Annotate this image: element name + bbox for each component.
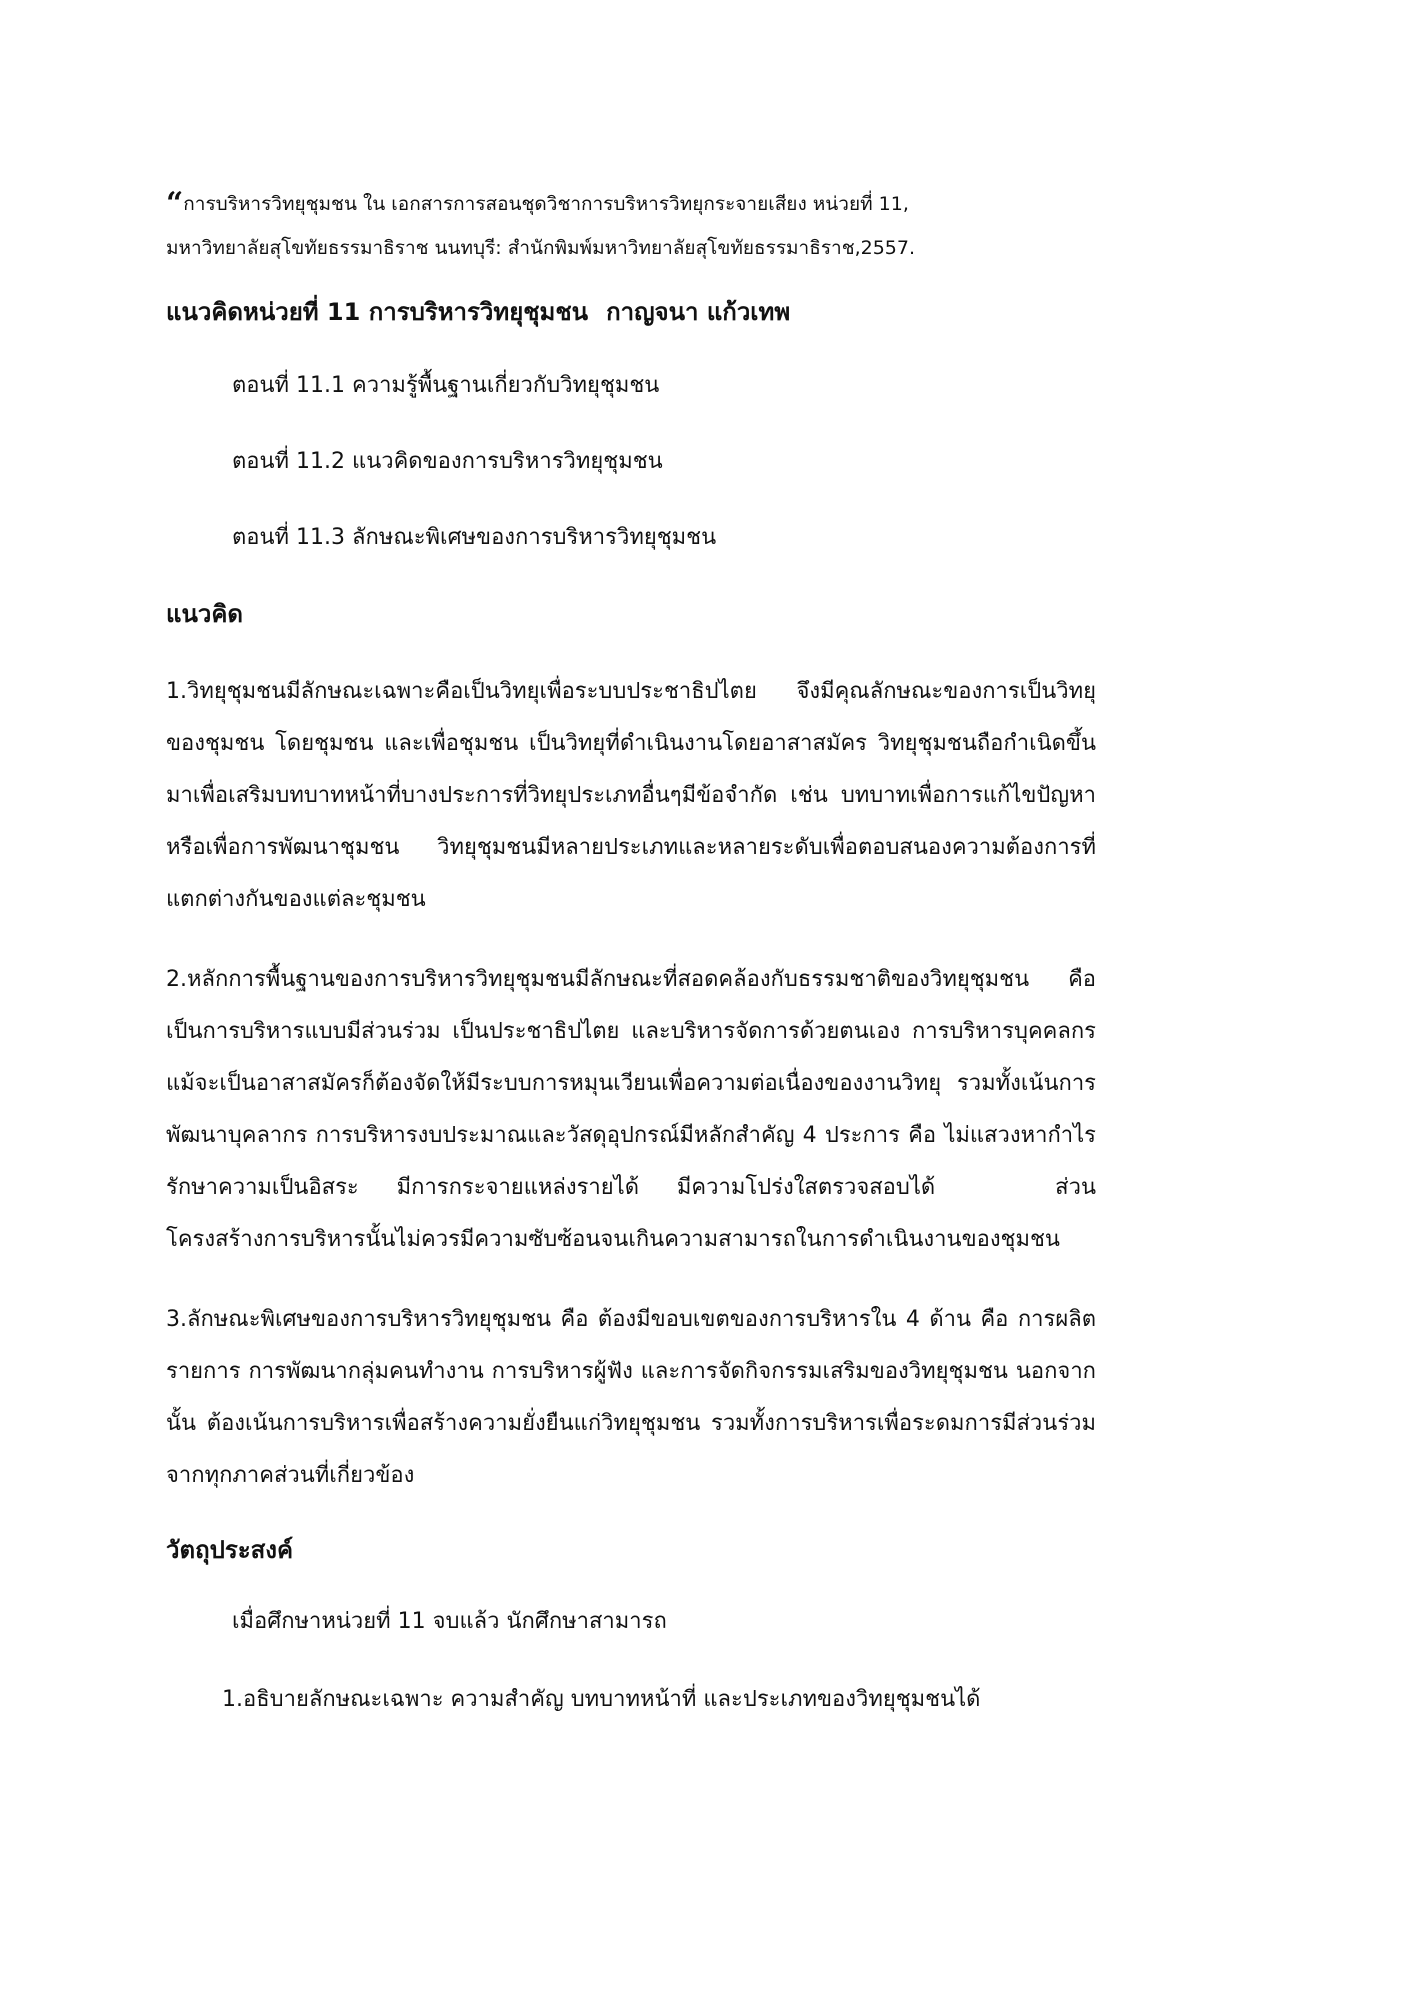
concept-paragraph-2-part-b: ส่วนโครงสร้างการบริหารนั้นไม่ควรมีความซับซ้อนจนเกินความสามารถในการดำเนินงานของชุมชน [166,1175,1096,1252]
section-item-11-2: ตอนที่ 11.2 แนวคิดของการบริหารวิทยุชุมชน [232,449,663,474]
citation [166,182,1096,270]
objective-item-1: 1.อธิบายลักษณะเฉพาะ ความสำคัญ บทบาทหน้าที่ และประเภทของวิทยุชุมชนได้ [222,1687,981,1712]
unit-title: แนวคิดหน่วยที่ 11 การบริหารวิทยุชุมชน [166,298,589,326]
objectives-heading: วัตถุประสงค์ [166,1536,294,1564]
objectives-intro: เมื่อศึกษาหน่วยที่ 11 จบแล้ว นักศึกษาสามารถ [232,1609,667,1634]
concepts-heading: แนวคิด [166,600,243,628]
unit-author: กาญจนา แก้วเทพ [606,298,791,326]
unit-heading [166,292,1096,332]
citation-line-2: มหาวิทยาลัยสุโขทัยธรรมาธิราช นนทบุรี: สำนักพิมพ์มหาวิทยาลัยสุโขทัยธรรมาธิราช,2557. [166,237,916,259]
citation-line-1: การบริหารวิทยุชุมชน ใน เอกสารการสอนชุดวิชาการบริหารวิทยุกระจายเสียง หน่วยที่ 11, [183,193,909,215]
section-item-11-1: ตอนที่ 11.1 ความรู้พื้นฐานเกี่ยวกับวิทยุชุมชน [232,373,660,398]
concept-paragraph-1: 1.วิทยุชุมชนมีลักษณะเฉพาะคือเป็นวิทยุเพื่อระบบประชาธิปไตย จึงมีคุณลักษณะของการเป็นวิทยุของชุมชน โดยชุมชน และเพื่อชุมชน เป็นวิทยุที่ดำเนินงานโดยอาสาสมัคร วิทยุชุมชนถือกำเนิดขึ้นมาเพื่อเสริมบทบาทหน้าที่บางประการที่วิทยุประเภทอื่นๆมีข้อจำกัด เช่น บทบาทเพื่อการแก้ไขปัญหาหรือเพื่อการพัฒนาชุมชน วิทยุชุมชนมีหลายประเภทและหลายระดับเพื่อตอบสนองความต้องการที่แตกต่างกันของแต่ละชุมชน [166,679,1096,912]
concept-paragraph-2 [166,954,1096,1266]
document-page [166,182,1096,1720]
section-item-11-3: ตอนที่ 11.3 ลักษณะพิเศษของการบริหารวิทยุชุมชน [232,525,717,550]
concept-paragraph-2-part-a: 2.หลักการพื้นฐานของการบริหารวิทยุชุมชนมีลักษณะที่สอดคล้องกับธรรมชาติของวิทยุชุมชน คือ เป็นการบริหารแบบมีส่วนร่วม เป็นประชาธิปไตย และบริหารจัดการด้วยตนเอง การบริหารบุคคลกรแม้จะเป็นอาสาสมัครก็ต้องจัดให้มีระบบการหมุนเวียนเพื่อความต่อเนื่องของงานวิทยุ รวมทั้งเน้นการพัฒนาบุคลากร การบริหารงบประมาณและวัสดุอุปกรณ์มีหลักสำคัญ 4 ประการ คือ ไม่แสวงหากำไร รักษาความเป็นอิสระ มีการกระจายแหล่งรายได้ มีความโปร่งใสตรวจสอบได้ [166,967,1096,1200]
open-quote-mark: “ [166,186,184,221]
concept-paragraph-3: 3.ลักษณะพิเศษของการบริหารวิทยุชุมชน คือ ต้องมีขอบเขตของการบริหารใน 4 ด้าน คือ การผลิตรายการ การพัฒนากลุ่มคนทำงาน การบริหารผู้ฟัง และการจัดกิจกรรมเสริมของวิทยุชุมชน นอกจากนั้น ต้องเน้นการบริหารเพื่อสร้างความยั่งยืนแก่วิทยุชุมชน รวมทั้งการบริหารเพื่อระดมการมีส่วนร่วมจากทุกภาคส่วนที่เกี่ยวข้อง [166,1307,1096,1488]
